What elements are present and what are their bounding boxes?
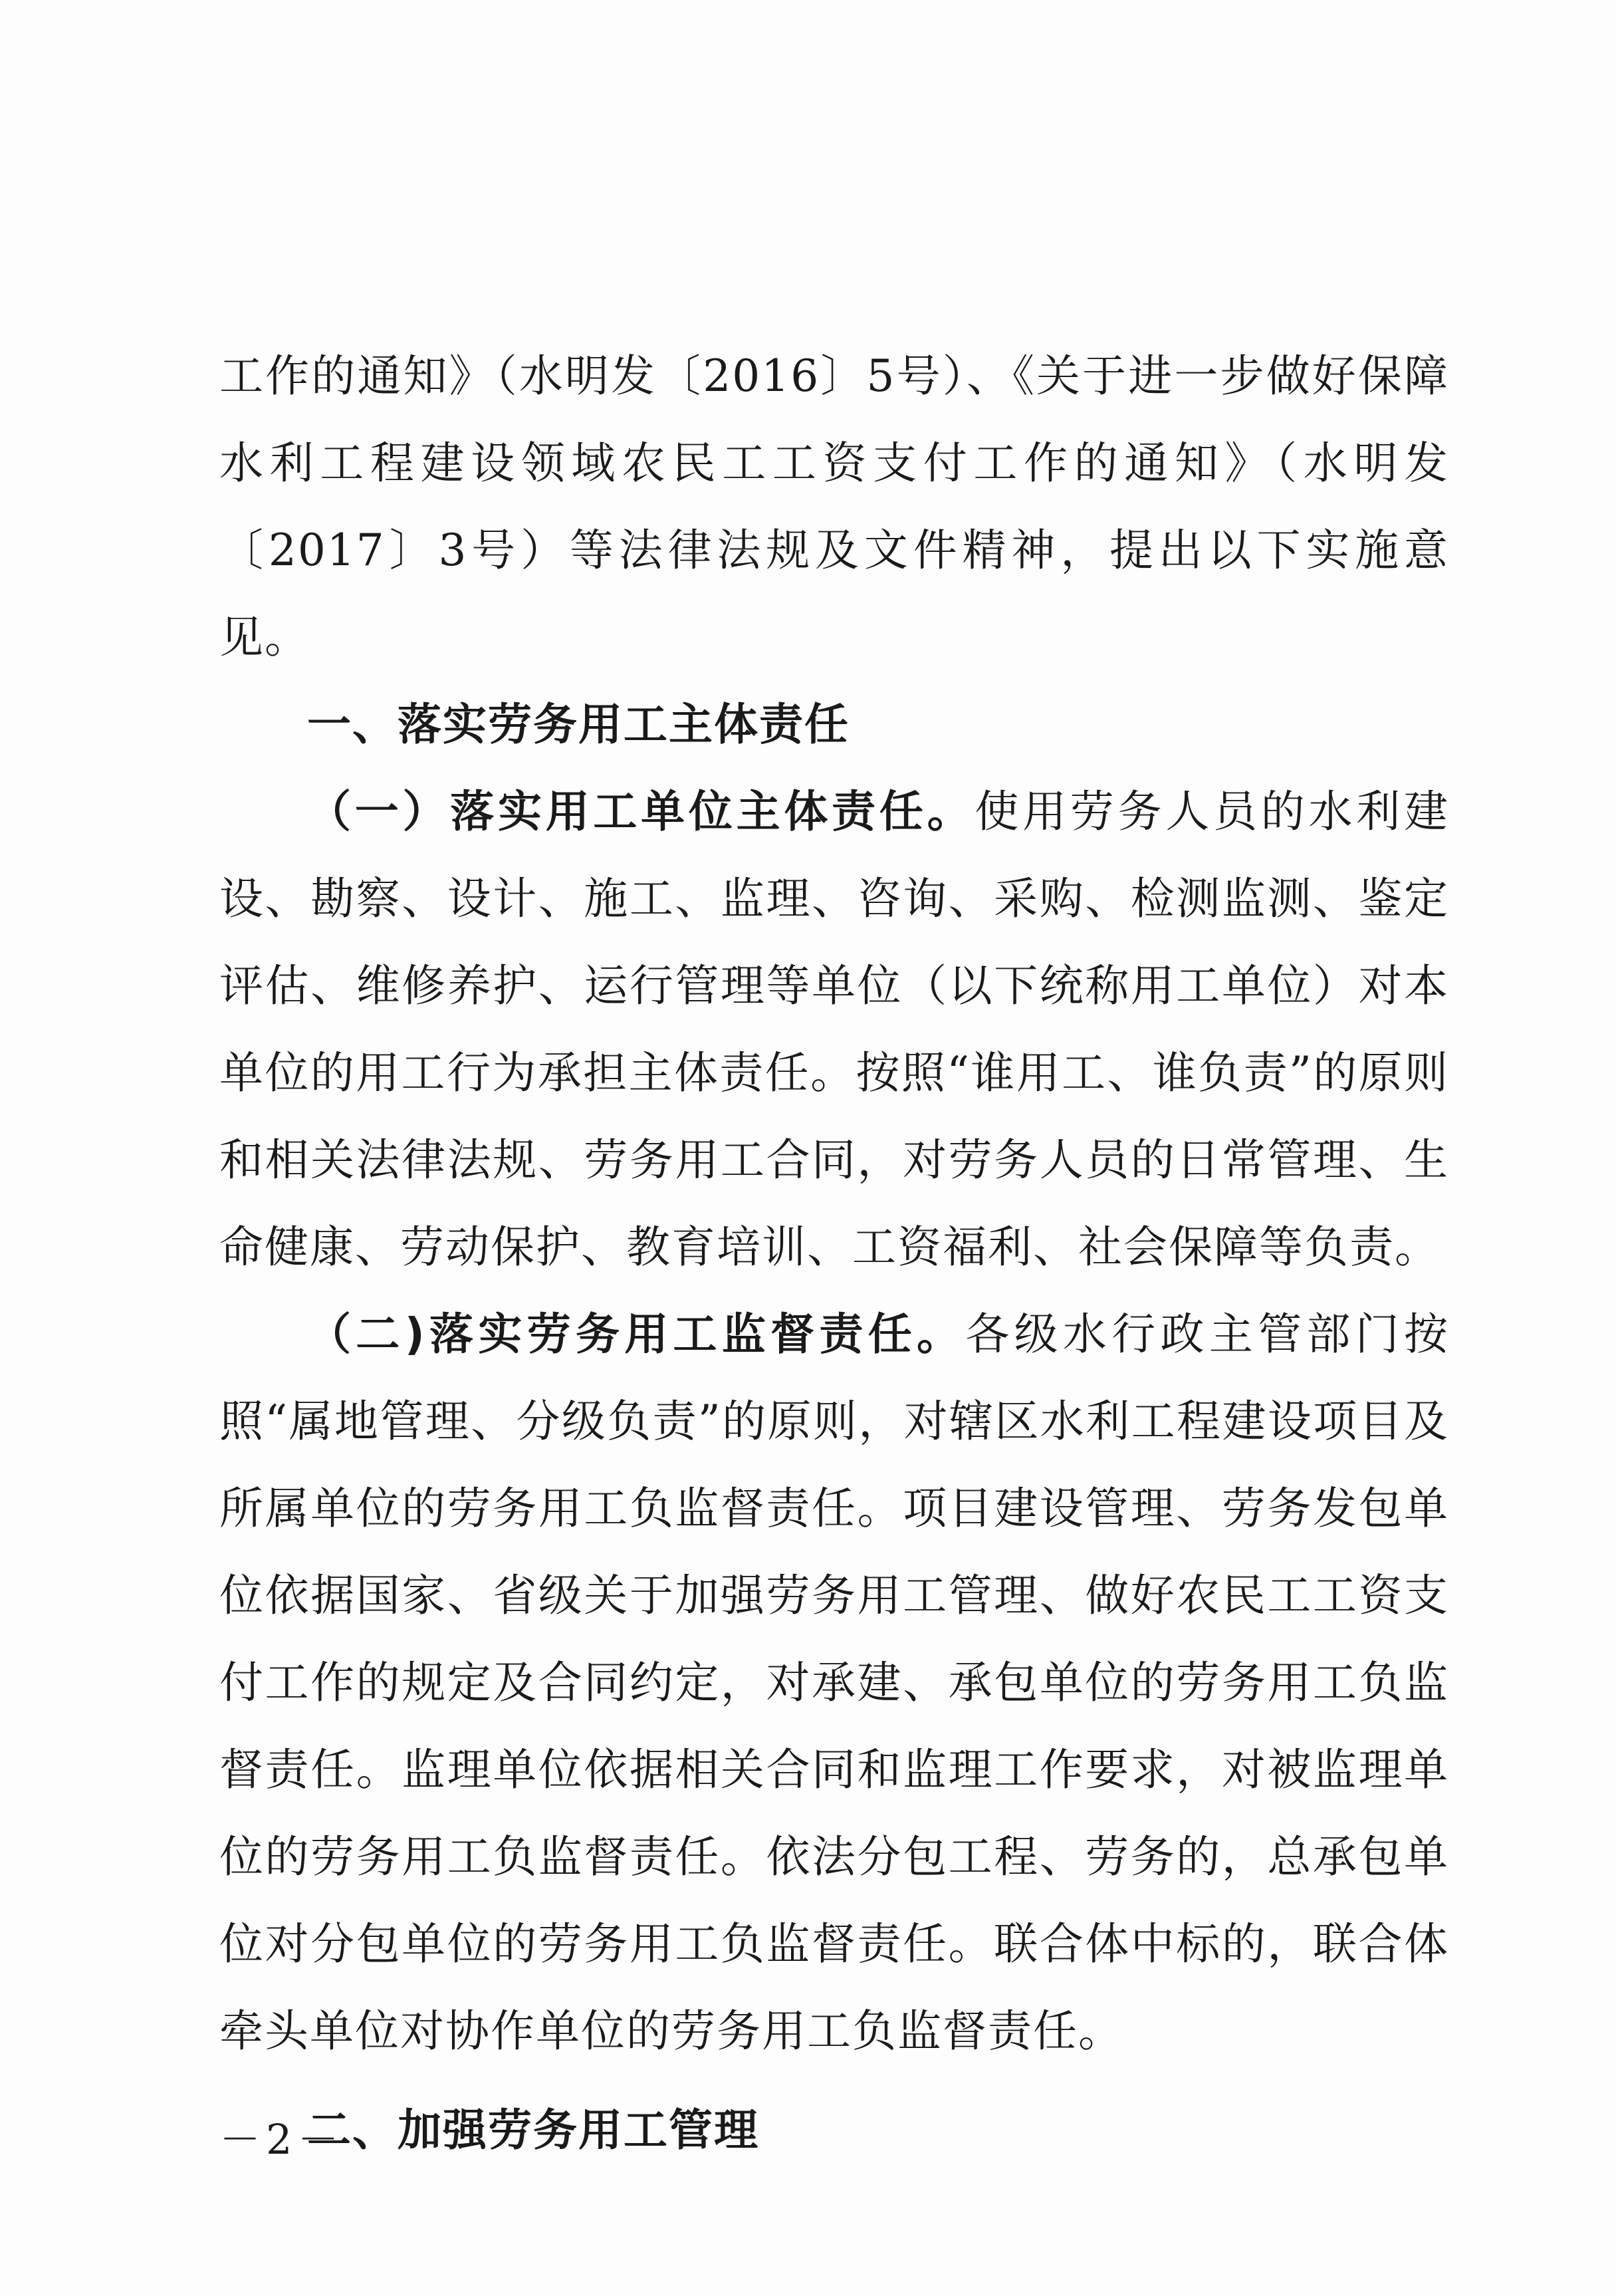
section-1-item-1 bbox=[219, 768, 1449, 1291]
section-1-item-2 bbox=[219, 1291, 1449, 2075]
section-1-item-2-body: 各级水行政主管部门按照“属地管理、分级负责”的原则，对辖区水利工程建设项目及所属单位的劳务用工负监督责任。项目建设管理、劳务发包单位依据国家、省级关于加强劳务用工管理、做好农民工工资支付工作的规定及合同约定，对承建、承包单位的劳务用工负监督责任。监理单位依据相关合同和监理工作要求，对被监理单位的劳务用工负监督责任。依法分包工程、劳务的，总承包单位对分包单位的劳务用工负监督责任。联合体中标的，联合体牵头单位对协作单位的劳务用工负监督责任。 bbox=[219, 1309, 1449, 2057]
section-1-item-2-title: （二)落实劳务用工监督责任。 bbox=[307, 1309, 966, 1360]
document-body bbox=[219, 332, 1449, 2174]
intro-paragraph: 工作的通知》（水明发〔2016〕5号）、《关于进一步做好保障水利工程建设领域农民工工资支付工作的通知》（水明发〔2017〕3号）等法律法规及文件精神，提出以下实施意见。 bbox=[219, 350, 1449, 663]
section-1-item-1-body: 使用劳务人员的水利建设、勘察、设计、施工、监理、咨询、采购、检测监测、鉴定评估、维修养护、运行管理等单位（以下统称用工单位）对本单位的用工行为承担主体责任。按照“谁用工、谁负责”的原则和相关法律法规、劳务用工合同，对劳务人员的日常管理、生命健康、劳动保护、教育培训、工资福利、社会保障等负责。 bbox=[219, 786, 1450, 1273]
section-2-heading: 二、加强劳务用工管理 bbox=[307, 2105, 759, 2156]
page-number: －2－ bbox=[219, 2115, 344, 2164]
section-1-item-1-title: （一）落实用工单位主体责任。 bbox=[307, 786, 975, 837]
section-1-heading: 一、落实劳务用工主体责任 bbox=[307, 699, 850, 750]
